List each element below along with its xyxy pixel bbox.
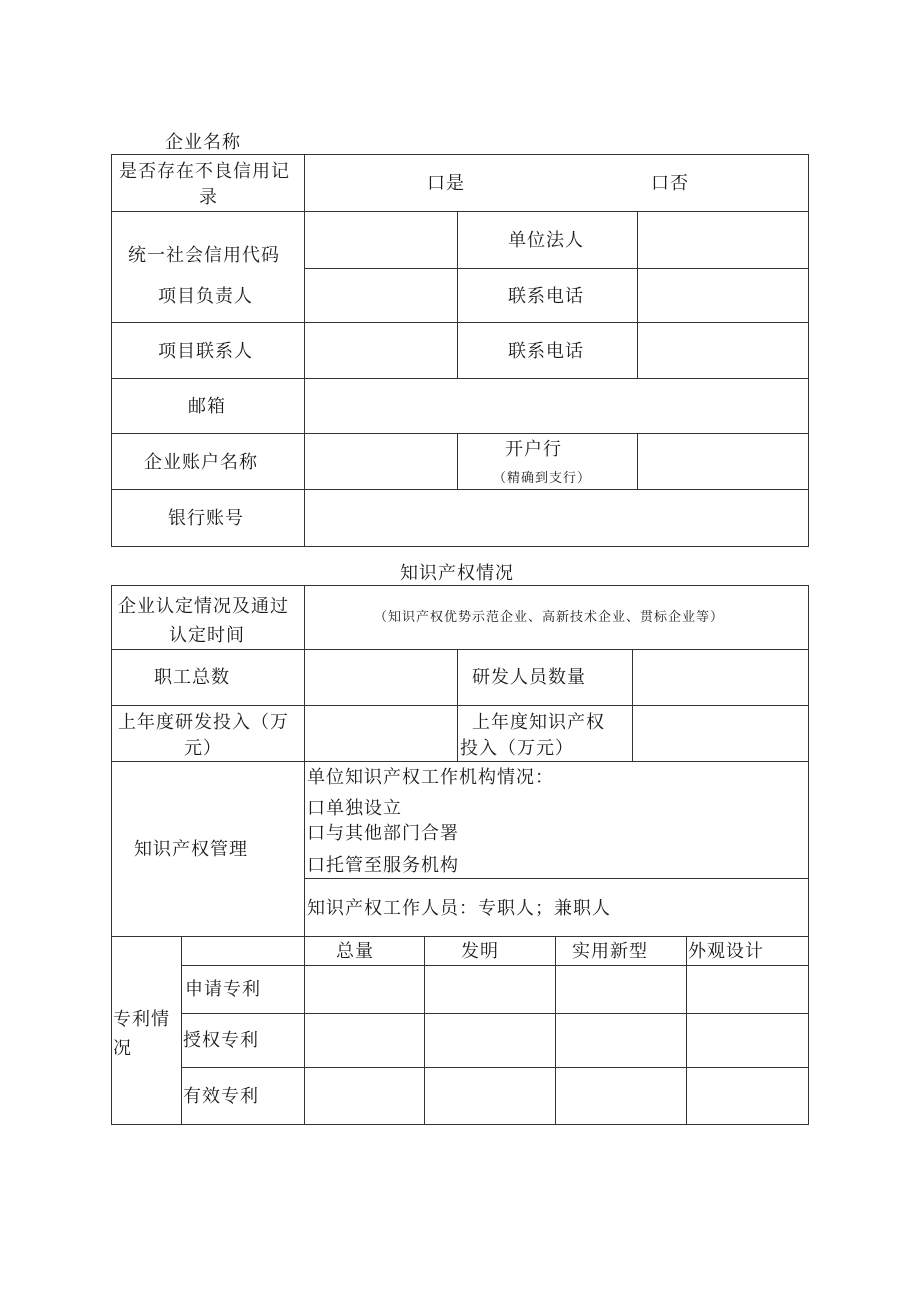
ip-invest-label-line1: 上年度知识产权 xyxy=(472,712,605,733)
staff-total-label: 职工总数 xyxy=(154,667,230,688)
ip-invest-label-line2: 投入（万元） xyxy=(460,738,574,759)
phone-label-1: 联系电话 xyxy=(508,286,584,307)
credit-yes-option[interactable]: 口是 xyxy=(427,173,465,194)
project-leader-label: 项目负责人 xyxy=(158,286,253,307)
credit-label-line1: 是否存在不良信用记 xyxy=(119,161,290,182)
phone-label-2: 联系电话 xyxy=(508,341,584,362)
email-label: 邮箱 xyxy=(188,396,226,417)
section1-title: 企业名称 xyxy=(165,132,241,153)
col-utility-header: 实用新型 xyxy=(572,941,648,962)
legal-person-label: 单位法人 xyxy=(508,230,584,251)
row-apply-label: 申请专利 xyxy=(185,979,261,1000)
ip-mgmt-label: 知识产权管理 xyxy=(134,839,248,860)
credit-no-option[interactable]: 口否 xyxy=(651,173,689,194)
bank-note: （精确到支行） xyxy=(493,471,592,486)
project-contact-label: 项目联系人 xyxy=(158,341,253,362)
rd-invest-label-line2: 元） xyxy=(184,738,222,759)
org-option-outsourced[interactable]: 口托管至服务机构 xyxy=(307,855,459,876)
row-grant-label: 授权专利 xyxy=(183,1030,259,1051)
section2-title: 知识产权情况 xyxy=(400,563,514,584)
patent-label-line2: 况 xyxy=(113,1038,132,1059)
cert-hint: （知识产权优势示范企业、高新技术企业、贯标企业等） xyxy=(374,610,725,625)
col-total-header: 总量 xyxy=(336,941,374,962)
cert-label-line2: 认定时间 xyxy=(169,625,245,646)
ip-staff-line: 知识产权工作人员：专职人；兼职人 xyxy=(307,898,611,919)
rd-invest-label-line1: 上年度研发投入（万 xyxy=(118,712,289,733)
bank-account-label: 银行账号 xyxy=(168,508,244,529)
col-invention-header: 发明 xyxy=(461,941,499,962)
account-name-label: 企业账户名称 xyxy=(144,452,258,473)
bank-open-label: 开户行 xyxy=(505,439,562,460)
org-option-independent[interactable]: 口单独设立 xyxy=(307,798,402,819)
org-option-merged[interactable]: 口与其他部门合署 xyxy=(307,823,459,844)
cert-label-line1: 企业认定情况及通过 xyxy=(118,596,289,617)
credit-label-line2: 录 xyxy=(199,187,218,208)
patent-label-line1: 专利情 xyxy=(113,1009,170,1030)
org-title: 单位知识产权工作机构情况： xyxy=(307,767,554,788)
social-code-label: 统一社会信用代码 xyxy=(128,245,280,266)
col-design-header: 外观设计 xyxy=(688,941,764,962)
rd-staff-label: 研发人员数量 xyxy=(472,667,586,688)
row-valid-label: 有效专利 xyxy=(183,1086,259,1107)
